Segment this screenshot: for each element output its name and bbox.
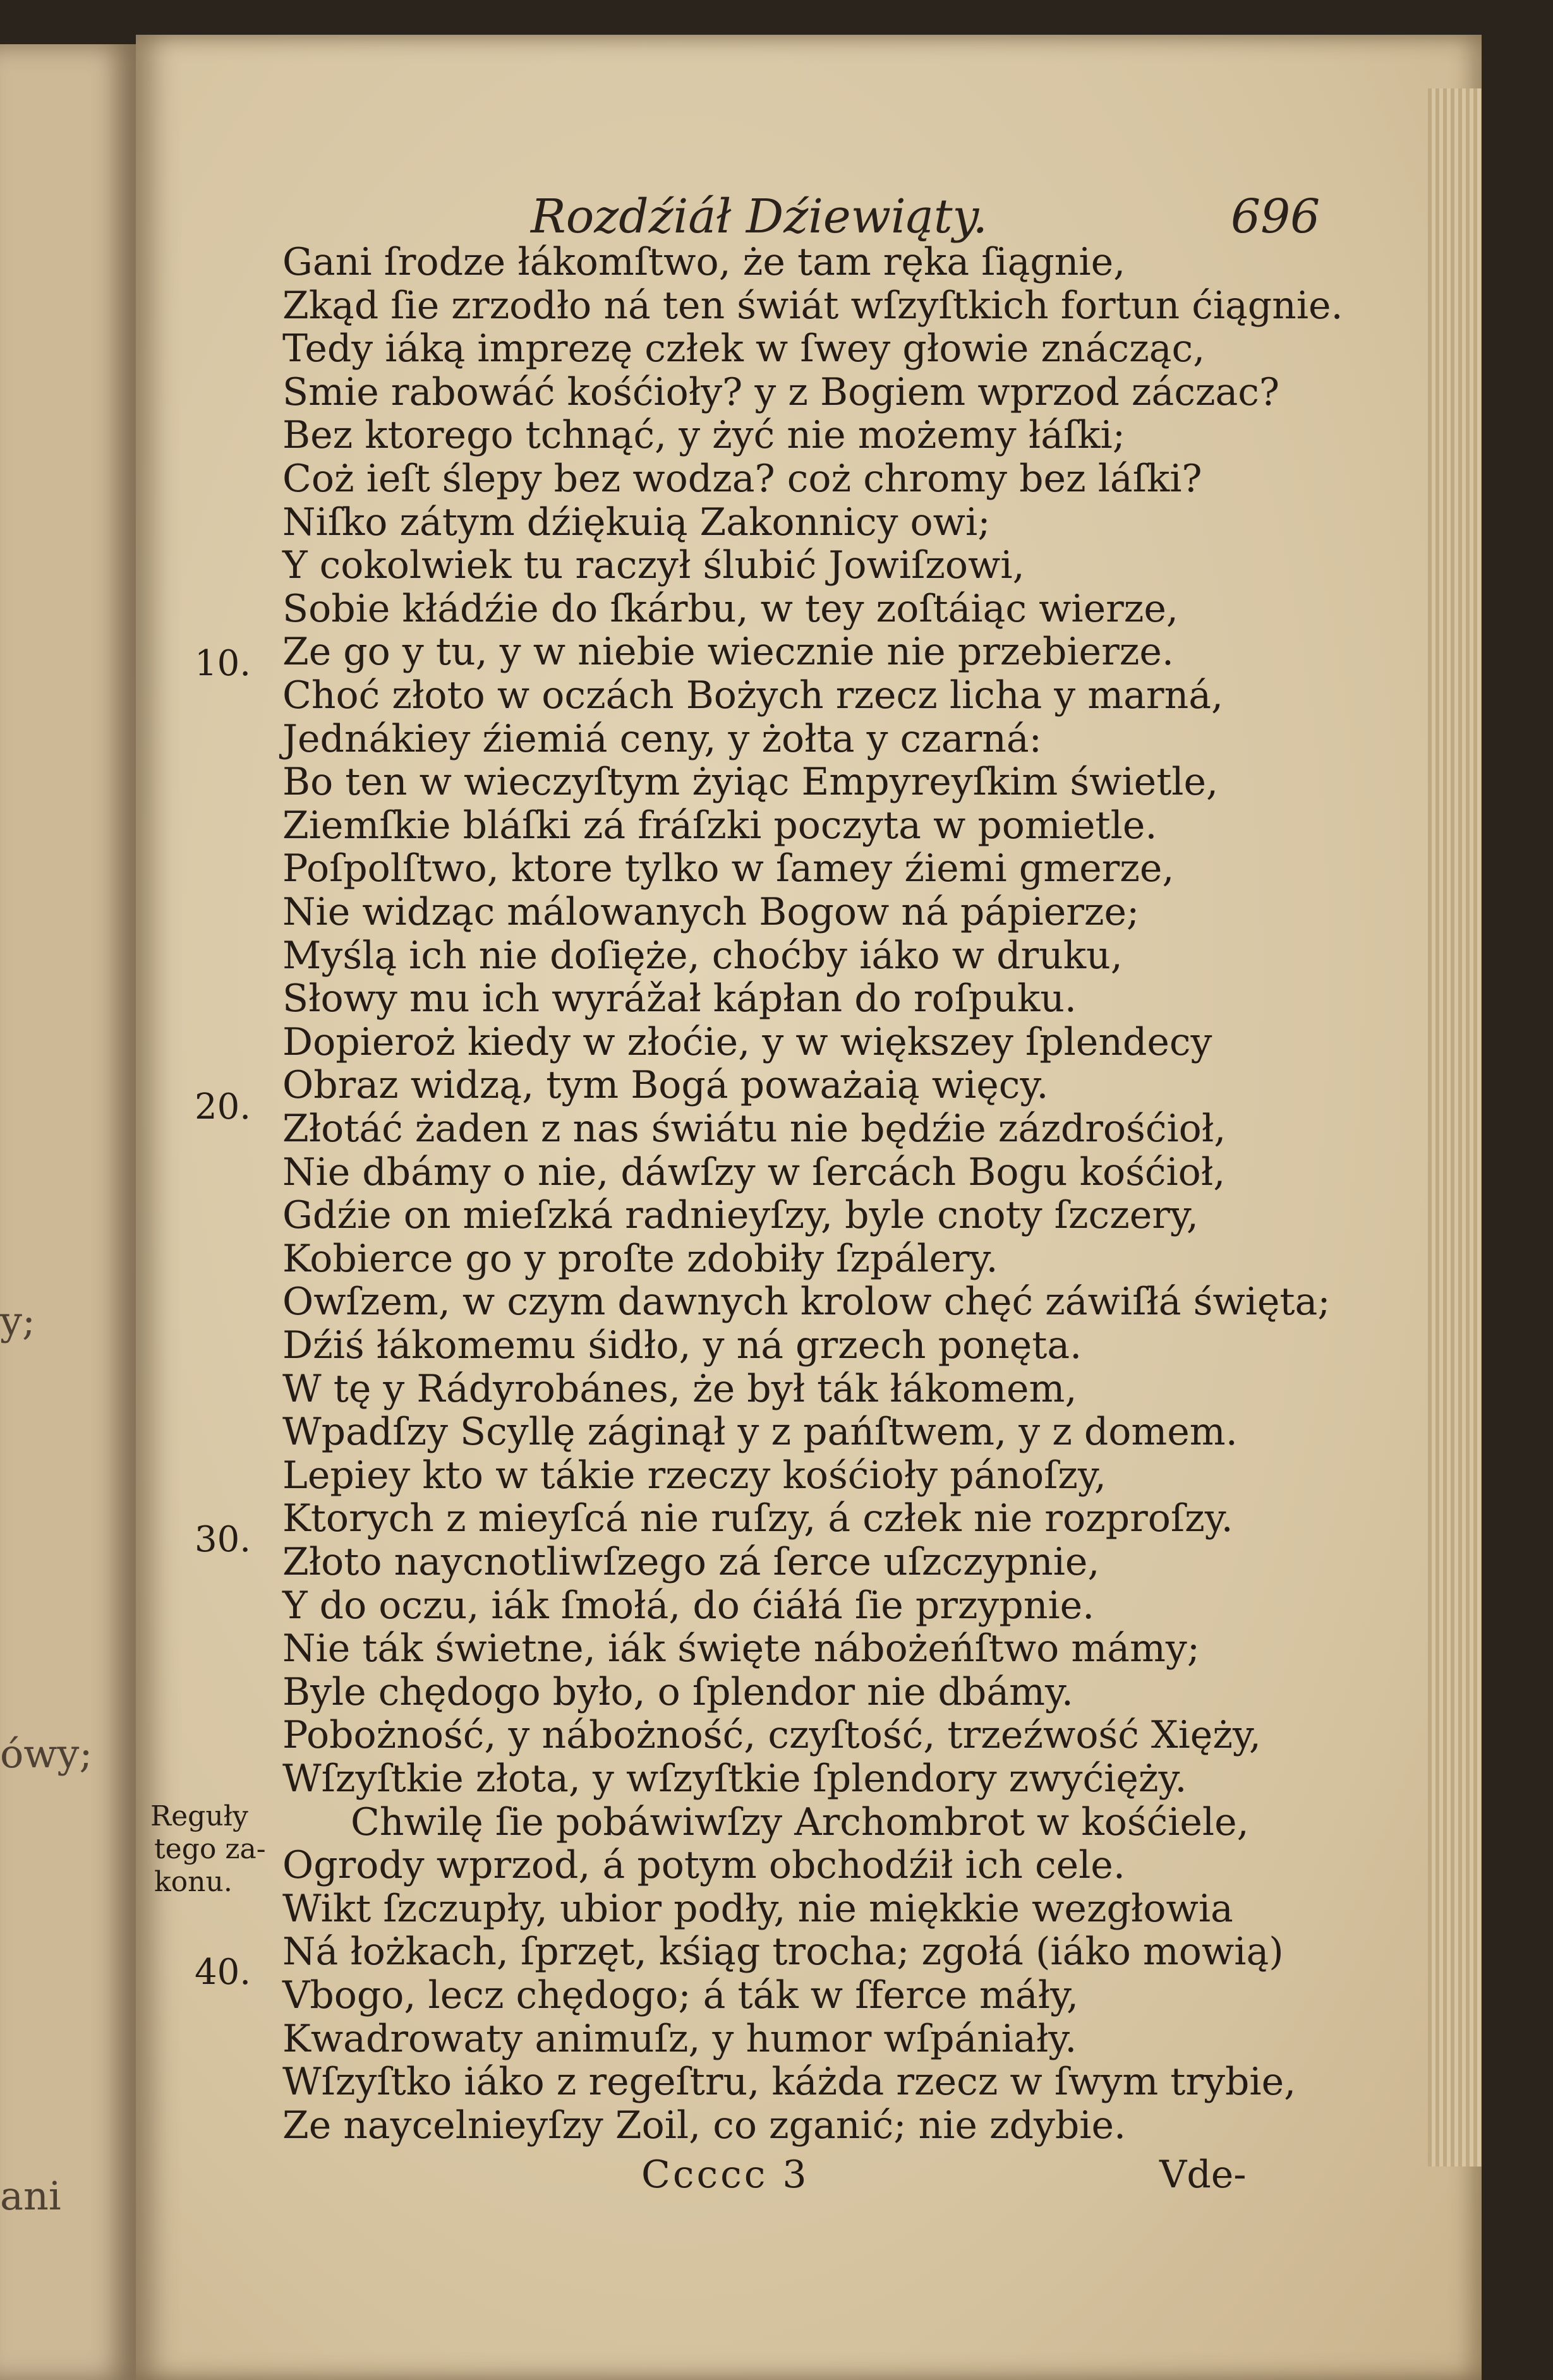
- verse-line: Tedy iáką imprezę człek w ſwey głowie znácząc,: [282, 327, 1206, 371]
- verse-line: Nie widząc málowanych Bogow ná pápierze;: [282, 890, 1140, 934]
- verse-line: Wikt ſzczupły, ubior podły, nie miękkie wezgłowia: [282, 1887, 1233, 1931]
- verse-line: Ze go y tu, y w niebie wiecznie nie przebierze.: [282, 630, 1174, 674]
- verse-line: Kobierce go y proſte zdobiły ſzpálery.: [282, 1237, 998, 1281]
- side-note-line: konu.: [154, 1866, 233, 1898]
- left-page-fragment: y;: [0, 1298, 35, 1344]
- verse-line: Bo ten w wieczyſtym żyiąc Empyreyſkim świetle,: [282, 760, 1219, 804]
- verse-line: Złotáć żaden z nas świátu nie będźie zázdrośćioł,: [282, 1107, 1226, 1151]
- verse-line: Choć złoto w oczách Bożych rzecz licha y marná,: [282, 673, 1224, 718]
- verse-line: Nie dbámy o nie, dáwſzy w ſercách Bogu kośćioł,: [282, 1150, 1226, 1194]
- verse-line: Gani ſrodze łákomſtwo, że tam ręka ſiągnie,: [282, 240, 1126, 284]
- verse-line: Kwadrowaty animuſz, y humor wſpániały.: [282, 2017, 1077, 2061]
- verse-line: Ogrody wprzod, á potym obchodźił ich cele.: [282, 1843, 1125, 1887]
- verse-line: Zkąd ſie zrzodło ná ten świát wſzyſtkich fortun ćiągnie.: [282, 284, 1343, 328]
- verse-line: Vbogo, lecz chędogo; á ták w ſferce máły,: [282, 1973, 1079, 2017]
- verse-line: Wſzyſtkie złota, y wſzyſtkie ſplendory zwyćięży.: [282, 1757, 1187, 1801]
- verse-line: W tę y Rádyrobánes, że był ták łákomem,: [282, 1367, 1077, 1411]
- side-note: [150, 1800, 266, 1899]
- left-page-edge: [0, 44, 136, 2380]
- verse-line: Lepiey kto w tákie rzeczy kośćioły pánoſzy,: [282, 1453, 1106, 1498]
- verse-line: Złoto naycnotliwſzego zá ſerce uſzczypnie,: [282, 1540, 1100, 1584]
- verse-line: Niſko zátym dźiękuią Zakonnicy owi;: [282, 500, 991, 544]
- verse-line: Dźiś łákomemu śidło, y ná grzech ponęta.: [282, 1323, 1082, 1367]
- verse-line: Sobie kłádźie do ſkárbu, w tey zoſtáiąc wierze,: [282, 587, 1178, 631]
- verse-line: Słowy mu ich wyrážał kápłan do roſpuku.: [282, 977, 1077, 1021]
- verse-line: Nie ták świetne, iák święte nábożeńſtwo mámy;: [282, 1626, 1200, 1671]
- verse-line: Ze naycelnieyſzy Zoil, co zganić; nie zdybie.: [282, 2103, 1127, 2148]
- verse-line: Owſzem, w czym dawnych krolow chęć záwiſłá święta;: [282, 1280, 1331, 1324]
- verse-line: Obraz widzą, tym Bogá poważaią więcy.: [282, 1063, 1049, 1107]
- verse-line: Smie rabowáć kośćioły? y z Bogiem wprzod záczac?: [282, 370, 1280, 414]
- line-number: 40.: [195, 1952, 251, 1993]
- verse-line: Pobożność, y nábożność, czyſtość, trzeźwość Xięży,: [282, 1713, 1261, 1757]
- side-note-line: Reguły: [150, 1800, 248, 1832]
- verse-line: Coż ieſt ślepy bez wodza? coż chromy bez láſki?: [282, 457, 1202, 501]
- page-number: 696: [1231, 189, 1320, 244]
- verse-line: Y do oczu, iák ſmołá, do ćiáłá ſie przypnie.: [282, 1584, 1095, 1628]
- verse-line: Ktorych z mieyſcá nie ruſzy, á człek nie rozproſzy.: [282, 1496, 1233, 1541]
- verse-line: Poſpolſtwo, ktore tylko w ſamey źiemi gmerze,: [282, 846, 1175, 891]
- verse-line: Wpadſzy Scyllę záginął y z pańſtwem, y z domem.: [282, 1410, 1238, 1454]
- line-number: 20.: [195, 1086, 251, 1127]
- verse-line: Dopieroż kiedy w złoćie, y w większey ſplendecy: [282, 1020, 1212, 1064]
- page-edges: [1428, 88, 1482, 2167]
- verse-line: Gdźie on mieſzká radnieyſzy, byle cnoty ſzczery,: [282, 1193, 1199, 1237]
- catchword: Vde-: [1159, 2153, 1247, 2197]
- verse-line: Byle chędogo było, o ſplendor nie dbámy.: [282, 1670, 1074, 1714]
- signature-mark: Ccccc 3: [641, 2153, 809, 2197]
- verse-line: Myślą ich nie doſięże, choćby iáko w druku,: [282, 934, 1123, 978]
- line-number: 30.: [195, 1519, 251, 1560]
- left-page-fragment: ówy;: [0, 1731, 93, 1777]
- line-number: 10.: [195, 643, 251, 684]
- verse-line: Jednákiey źiemiá ceny, y żołta y czarná:: [282, 717, 1042, 761]
- verse-line: Ziemſkie bláſki zá fráſzki poczyta w pomietle.: [282, 803, 1157, 848]
- verse-line: Ná łożkach, ſprzęt, kśiąg trocha; zgołá (iáko mowią): [282, 1930, 1284, 1974]
- verse-line: Wſzyſtko iáko z regeſtru, káżda rzecz w ſwym trybie,: [282, 2060, 1296, 2104]
- left-page-fragment: ani: [0, 2173, 61, 2219]
- verse-line: Chwilę ſie pobáwiwſzy Archombrot w kośćiele,: [351, 1800, 1249, 1844]
- running-head: Rozdźiáł Dźiewiąty.: [531, 189, 988, 244]
- side-note-line: tego za-: [154, 1833, 266, 1865]
- verse-line: Y cokolwiek tu raczył ślubić Jowiſzowi,: [282, 543, 1025, 587]
- verse-line: Bez ktorego tchnąć, y żyć nie możemy łáſki;: [282, 413, 1125, 457]
